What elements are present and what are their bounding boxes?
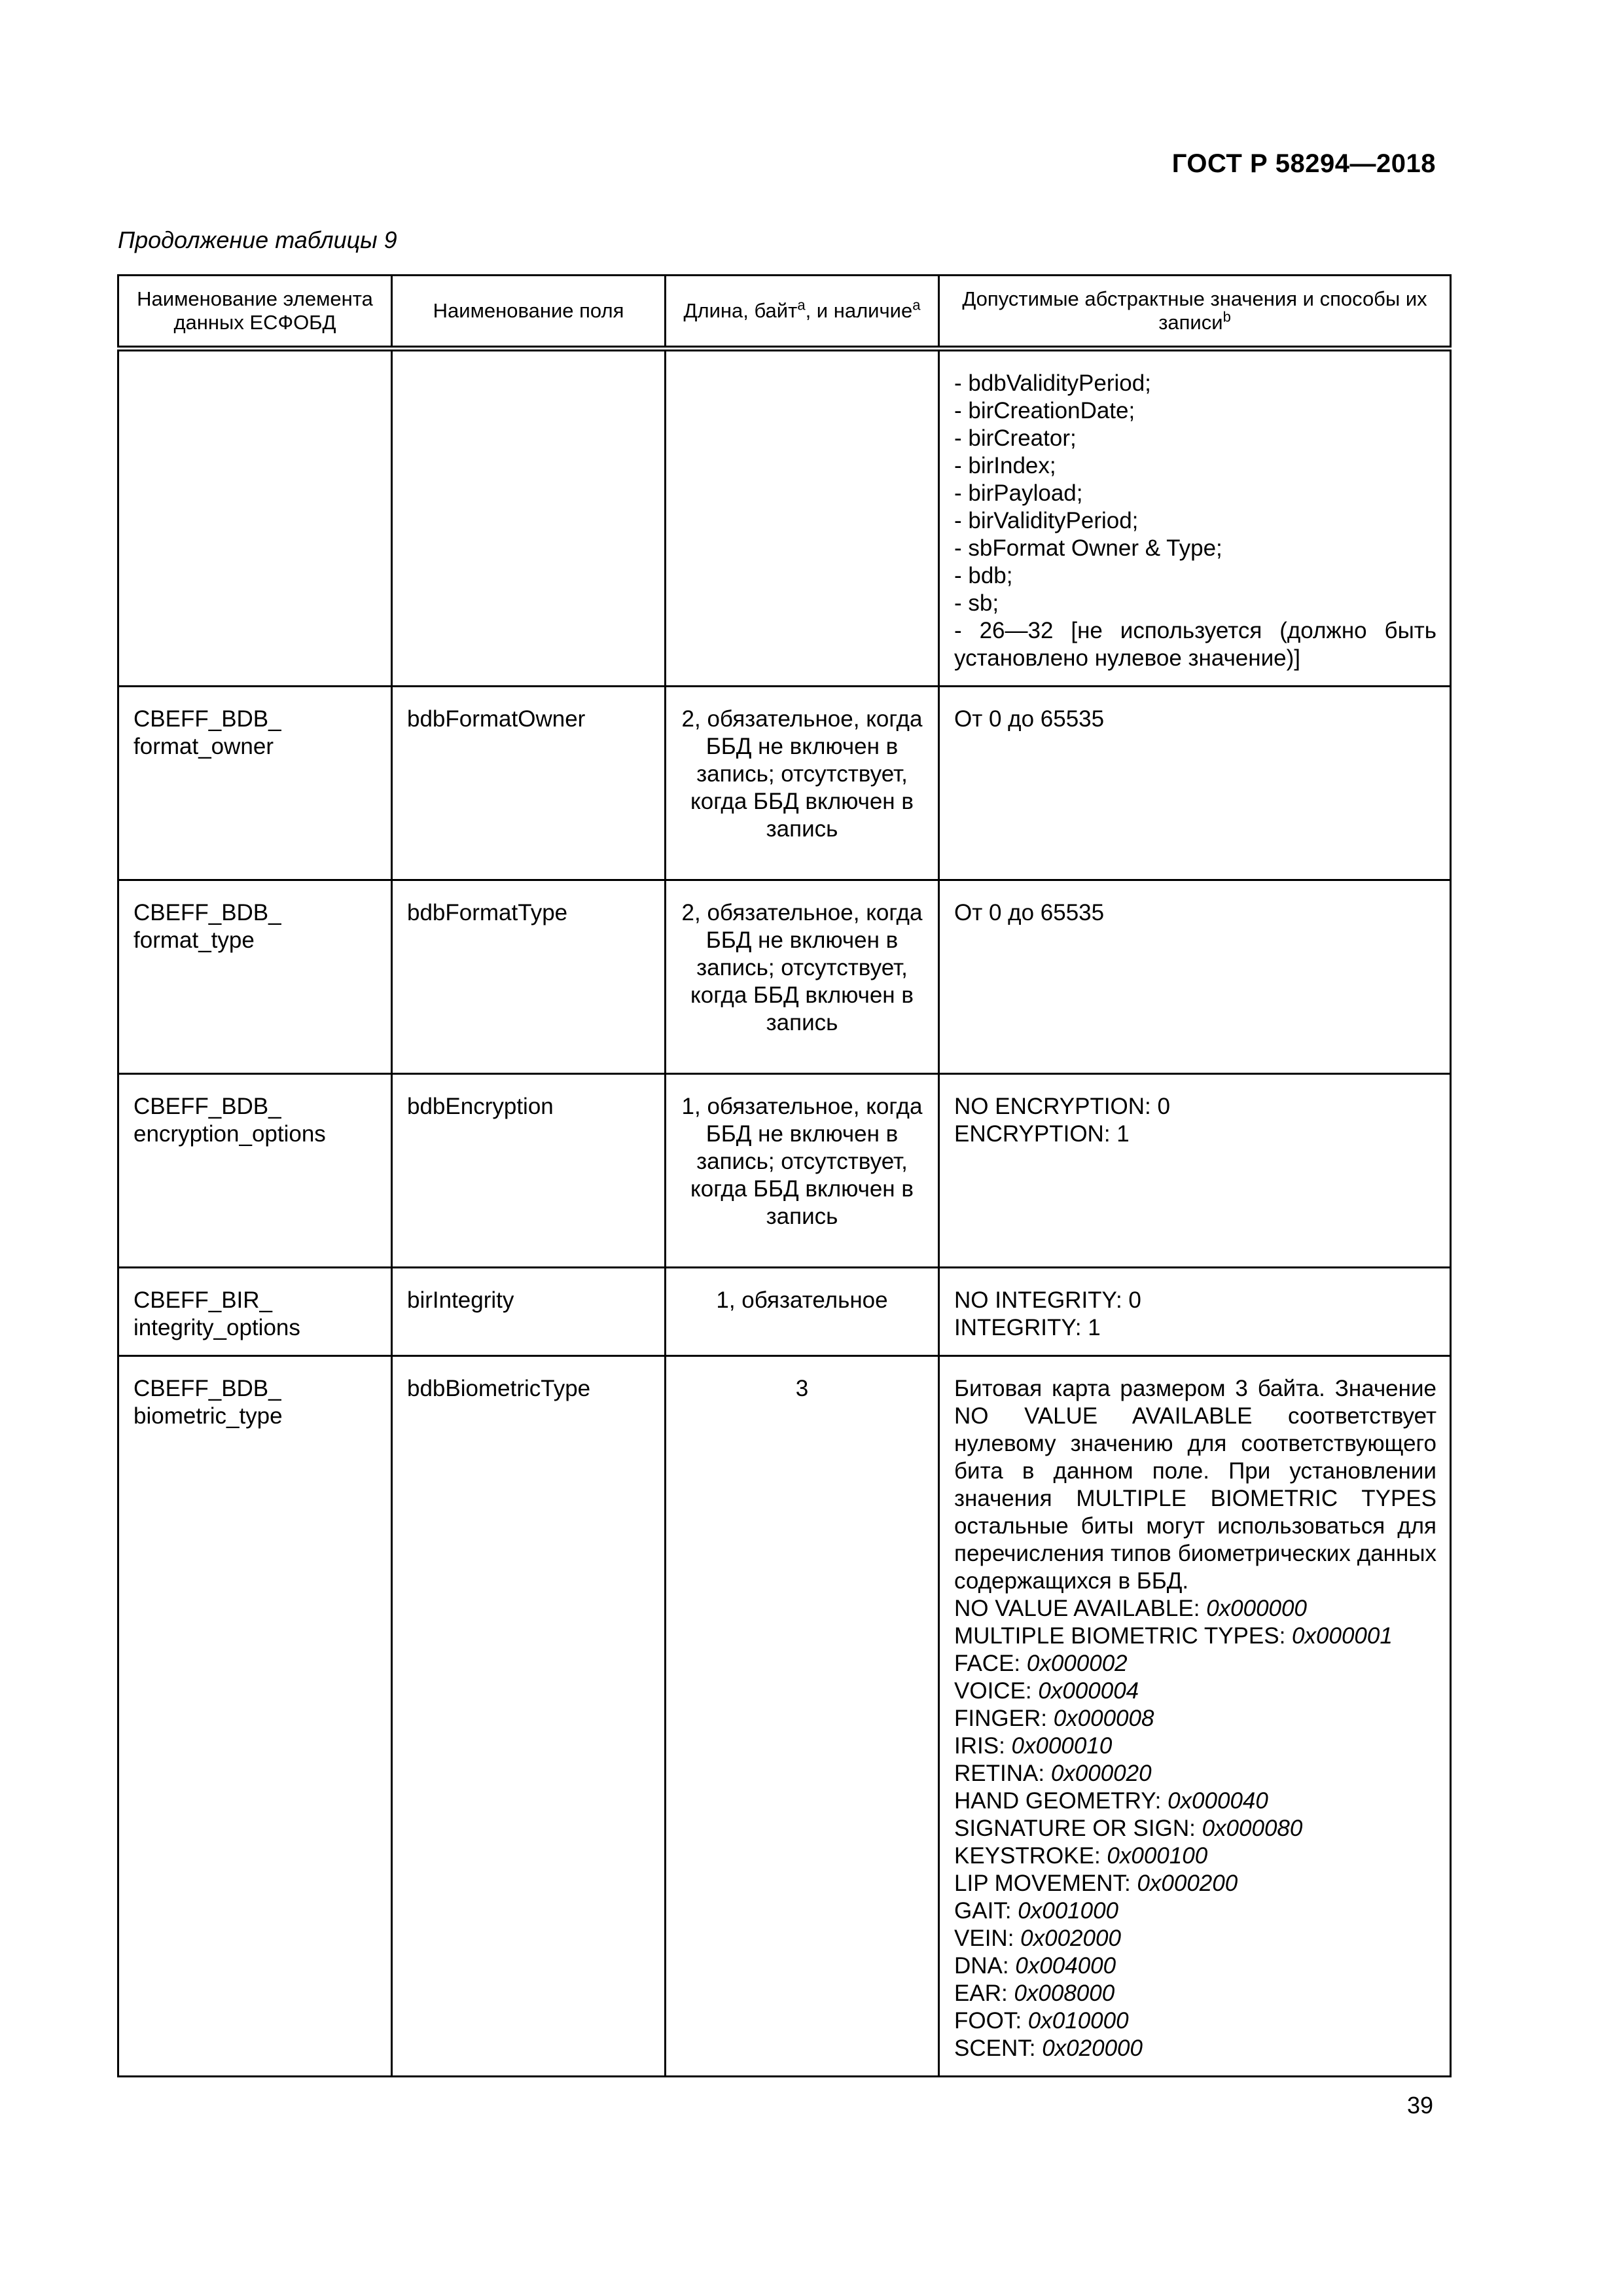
code-hex-value: 0x020000	[1042, 2036, 1143, 2061]
table-row	[118, 687, 1451, 880]
page-number: 39	[1406, 2092, 1433, 2119]
table-row	[118, 1074, 1451, 1268]
code-label: VEIN:	[954, 1926, 1014, 1951]
code-label: SIGNATURE OR SIGN:	[954, 1816, 1196, 1841]
field-cell: bdbEncryption	[392, 1074, 666, 1268]
biometric-code-item	[954, 1650, 1436, 1677]
biometric-code-item	[954, 1595, 1436, 1623]
data-table	[117, 274, 1452, 2077]
header-element-name: Наименование элемента данных ЕСФОБД	[118, 276, 392, 349]
length-cell: 1, обязательное, когда ББД не включен в запись; отсутствует, когда ББД включен в запись	[666, 1074, 939, 1268]
code-label: FINGER:	[954, 1706, 1047, 1731]
code-hex-value: 0x008000	[1014, 1981, 1115, 2006]
code-hex-value: 0x000000	[1206, 1596, 1307, 1621]
length-cell: 1, обязательное	[666, 1268, 939, 1356]
table-row	[118, 880, 1451, 1074]
field-cell: bdbBiometricType	[392, 1356, 666, 2077]
field-cell: bdbFormatType	[392, 880, 666, 1074]
code-hex-value: 0x000040	[1168, 1788, 1268, 1814]
list-item: - birValidityPeriod;	[954, 508, 1139, 533]
length-cell: 2, обязательное, когда ББД не включен в запись; отсутствует, когда ББД включен в запись	[666, 880, 939, 1074]
code-label: LIP MOVEMENT:	[954, 1871, 1131, 1896]
element-cell	[118, 349, 392, 687]
element-cell: CBEFF_BDB_ biometric_type	[118, 1356, 392, 2077]
code-label: FOOT:	[954, 2008, 1022, 2034]
header-length-presence: Длина, байт$^a$, и наличие$^a$	[666, 276, 939, 349]
footnote-marker-a: a	[797, 296, 806, 314]
element-cell: CBEFF_BDB_ encryption_options	[118, 1074, 392, 1268]
table-caption: Продолжение таблицы 9	[118, 226, 397, 253]
header-field-name: Наименование поля	[392, 276, 666, 349]
biometric-code-item	[954, 1815, 1436, 1842]
footnote-marker-b: b	[1222, 308, 1231, 325]
footnote-marker-a: a	[912, 296, 921, 314]
header-allowed-values: Допустимые абстрактные значения и способы их записи$^b$	[939, 276, 1451, 349]
list-item: - birCreationDate;	[954, 398, 1135, 423]
biometric-code-item	[954, 1842, 1436, 1870]
code-label: GAIT:	[954, 1898, 1012, 1924]
values-cell: От 0 до 65535	[939, 880, 1451, 1074]
biometric-type-description: Битовая карта размером 3 байта. Значение NO VALUE AVAILABLE соответствует нулевому значению для соответствующего бита в данном поле. При установлении значения MULTIPLE BIOMETRIC TYPES остальные биты могут использоваться для перечисления типов биометрических данных содержащихся в ББД.	[954, 1376, 1436, 1594]
biometric-code-item	[954, 1732, 1436, 1760]
code-hex-value: 0x004000	[1015, 1953, 1116, 1979]
biometric-code-item	[954, 1897, 1436, 1925]
field-cell	[392, 349, 666, 687]
biometric-code-item	[954, 2007, 1436, 2035]
code-label: MULTIPLE BIOMETRIC TYPES:	[954, 1623, 1286, 1649]
code-label: DNA:	[954, 1953, 1009, 1979]
code-hex-value: 0x000004	[1038, 1678, 1139, 1704]
biometric-code-item	[954, 1870, 1436, 1897]
length-cell: 3	[666, 1356, 939, 2077]
code-label: EAR:	[954, 1981, 1008, 2006]
biometric-code-item	[954, 1925, 1436, 1952]
code-hex-value: 0x000200	[1137, 1871, 1238, 1896]
code-hex-value: 0x010000	[1027, 2008, 1129, 2034]
code-hex-value: 0x000001	[1292, 1623, 1393, 1649]
table-header-row	[118, 276, 1451, 349]
values-cell: NO ENCRYPTION: 0 ENCRYPTION: 1	[939, 1074, 1451, 1268]
list-item: - bdb;	[954, 563, 1013, 588]
code-label: SCENT:	[954, 2036, 1036, 2061]
code-label: FACE:	[954, 1651, 1021, 1676]
code-hex-value: 0x000002	[1026, 1651, 1128, 1676]
list-item: - birPayload;	[954, 480, 1083, 506]
values-cell	[939, 349, 1451, 687]
code-hex-value: 0x001000	[1018, 1898, 1119, 1924]
values-cell: NO INTEGRITY: 0 INTEGRITY: 1	[939, 1268, 1451, 1356]
code-label: IRIS:	[954, 1733, 1005, 1759]
code-hex-value: 0x000010	[1011, 1733, 1113, 1759]
code-label: HAND GEOMETRY:	[954, 1788, 1162, 1814]
table-row	[118, 1356, 1451, 2077]
length-cell: 2, обязательное, когда ББД не включен в запись; отсутствует, когда ББД включен в запись	[666, 687, 939, 880]
code-label: KEYSTROKE:	[954, 1843, 1101, 1869]
list-item: - 26—32 [не используется (должно быть установлено нулевое значение)]	[954, 618, 1436, 671]
length-cell	[666, 349, 939, 687]
biometric-code-item	[954, 1952, 1436, 1980]
list-item: - sb;	[954, 590, 999, 616]
code-hex-value: 0x000100	[1107, 1843, 1208, 1869]
table-row	[118, 1268, 1451, 1356]
list-item: - birIndex;	[954, 453, 1056, 478]
code-label: NO VALUE AVAILABLE:	[954, 1596, 1200, 1621]
biometric-code-item	[954, 1677, 1436, 1705]
element-cell: CBEFF_BIR_ integrity_options	[118, 1268, 392, 1356]
table-row	[118, 349, 1451, 687]
code-hex-value: 0x002000	[1020, 1926, 1121, 1951]
values-cell: От 0 до 65535	[939, 687, 1451, 880]
biometric-code-item	[954, 1760, 1436, 1787]
list-item: - sbFormat Owner & Type;	[954, 535, 1222, 561]
biometric-code-item	[954, 1980, 1436, 2007]
table-9-continuation	[117, 274, 1450, 2077]
list-item: - bdbValidityPeriod;	[954, 370, 1151, 396]
document-code: ГОСТ Р 58294—2018	[1171, 149, 1436, 178]
field-cell: bdbFormatOwner	[392, 687, 666, 880]
values-cell	[939, 1356, 1451, 2077]
code-hex-value: 0x000008	[1053, 1706, 1154, 1731]
biometric-code-item	[954, 1705, 1436, 1732]
field-cell: birIntegrity	[392, 1268, 666, 1356]
code-hex-value: 0x000080	[1202, 1816, 1303, 1841]
element-cell: CBEFF_BDB_ format_owner	[118, 687, 392, 880]
list-item: - birCreator;	[954, 425, 1077, 451]
biometric-code-item	[954, 1787, 1436, 1815]
code-label: RETINA:	[954, 1761, 1045, 1786]
biometric-codes-list	[954, 1595, 1436, 2062]
biometric-code-item	[954, 2035, 1436, 2062]
code-hex-value: 0x000020	[1050, 1761, 1152, 1786]
biometric-code-item	[954, 1623, 1436, 1650]
code-label: VOICE:	[954, 1678, 1032, 1704]
element-cell: CBEFF_BDB_ format_type	[118, 880, 392, 1074]
